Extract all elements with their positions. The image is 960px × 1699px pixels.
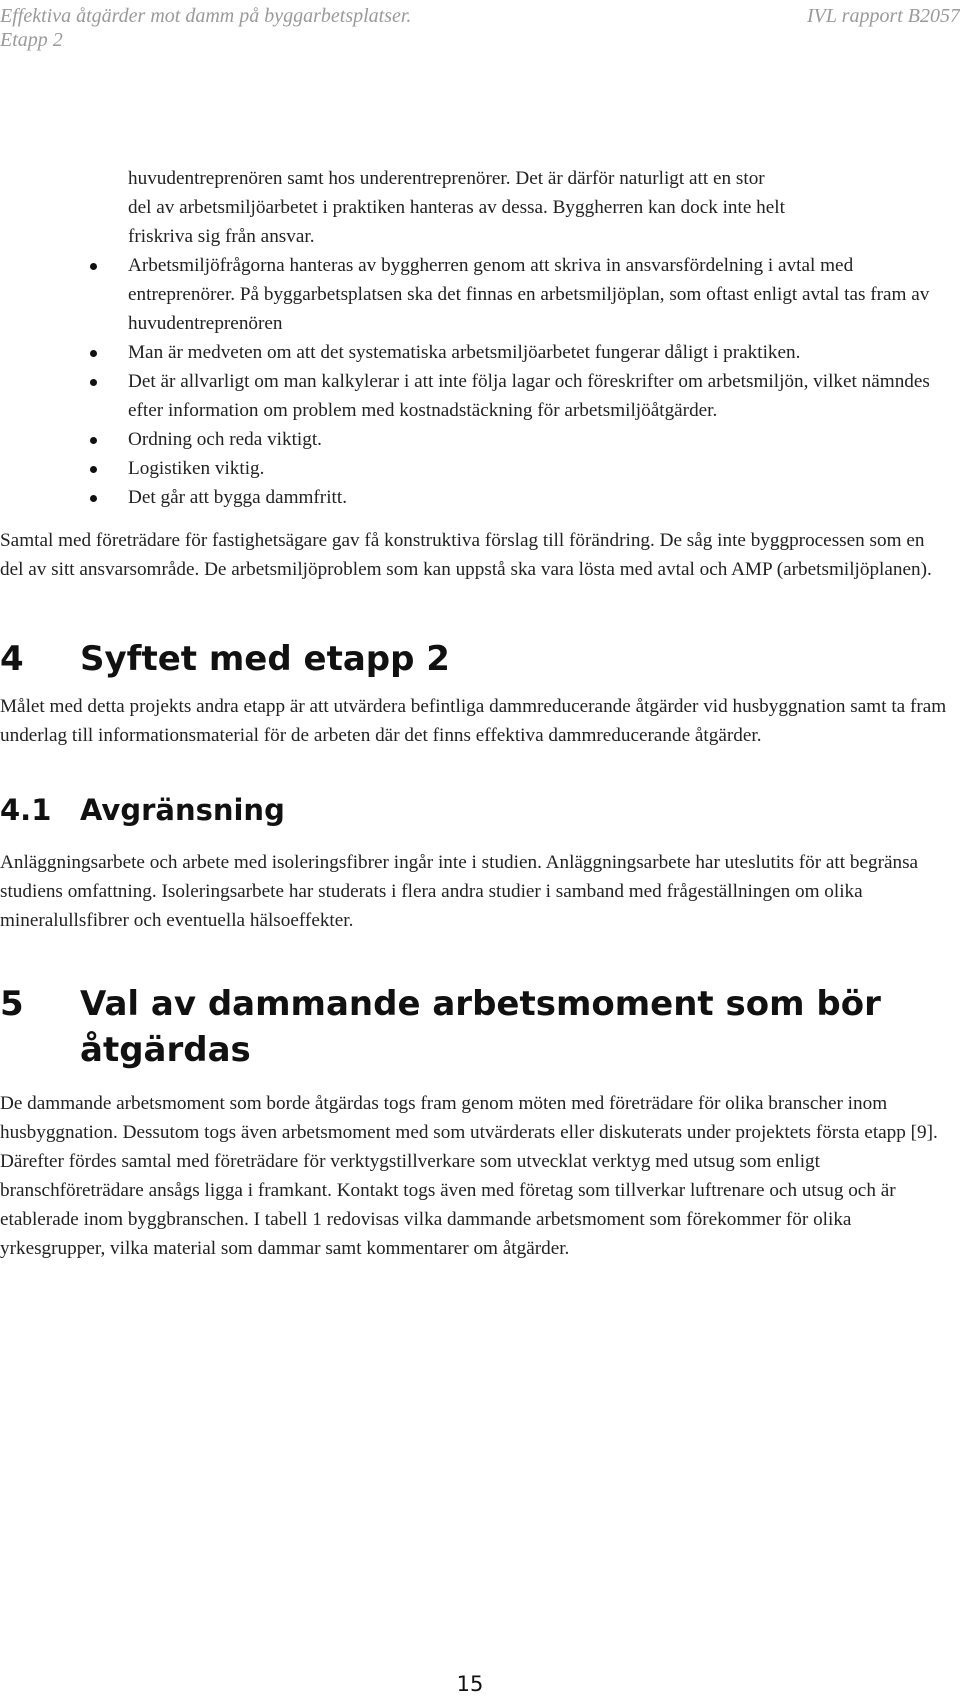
bullet-dot-icon	[90, 379, 97, 386]
page-body	[0, 164, 960, 1263]
bullet-list	[0, 251, 960, 512]
bullet-text: Logistiken viktig.	[128, 458, 265, 479]
page-number: 15	[456, 1672, 484, 1696]
section-4-title: Syftet med etapp 2	[80, 639, 450, 679]
bullet-dot-icon	[90, 263, 97, 270]
continuation-line: friskriva sig från ansvar.	[128, 226, 315, 247]
bullet-item	[128, 483, 948, 512]
bullet-item	[128, 251, 948, 338]
section-4-1-heading	[0, 790, 960, 830]
bullet-text: Det går att bygga dammfritt.	[128, 487, 347, 508]
bullet-dot-icon	[90, 437, 97, 444]
bullet-text: Arbetsmiljöfrågorna hanteras av byggherren genom att skriva in ansvarsfördelning i avtal med entreprenörer. På byggarbetsplatsen ska det finnas en arbetsmiljöplan, som oftast enligt avtal tas fram av huvudentreprenören	[128, 255, 930, 334]
section-5-heading	[0, 981, 960, 1073]
continuation-text	[128, 164, 960, 251]
section-5-title: Val av dammande arbetsmoment som bör åtgärdas	[80, 984, 881, 1070]
bullet-text: Man är medveten om att det systematiska arbetsmiljöarbetet fungerar dåligt i praktiken.	[128, 342, 801, 363]
bullet-item	[128, 425, 948, 454]
bullet-dot-icon	[90, 495, 97, 502]
section-5-number: 5	[0, 984, 24, 1024]
bullet-text: Det är allvarligt om man kalkylerar i att inte följa lagar och föreskrifter om arbetsmiljön, vilket nämndes efter information om problem med kostnadstäckning för arbetsmiljöåtgärder.	[128, 371, 930, 421]
section-5-body: De dammande arbetsmoment som borde åtgärdas togs fram genom möten med företrädare för olika branscher inom husbyggnation. Dessutom togs även arbetsmoment med som utvärderats eller diskuterats under projektets första etapp [9]. Därefter fördes samtal med företrädare för verktygstillverkare som utvecklat verktyg med utsug som enligt branschföreträdare ansågs ligga i framkant. Kontakt togs även med företag som tillverkar luftrenare och utsug och är etablerade inom byggbranschen. I tabell 1 redovisas vilka dammande arbetsmoment som förekommer för olika yrkesgrupper, vilka material som dammar samt kommentarer om åtgärder.	[0, 1093, 938, 1259]
bullet-dot-icon	[90, 466, 97, 473]
continuation-line: huvudentreprenören samt hos underentreprenörer. Det är därför naturligt att en stor	[128, 168, 765, 189]
section-4-heading	[0, 636, 960, 682]
continuation-line: del av arbetsmiljöarbetet i praktiken hanteras av dessa. Byggherren kan dock inte helt	[128, 197, 785, 218]
document-title-line-2: Etapp 2	[0, 29, 63, 51]
page-header	[0, 4, 960, 50]
paragraph-samtal: Samtal med företrädare för fastighetsägare gav få konstruktiva förslag till förändring. De såg inte byggprocessen som en del av sitt ansvarsområde. De arbetsmiljöproblem som kan uppstå ska vara lösta med avtal och AMP (arbetsmiljöplanen).	[0, 530, 932, 580]
bullet-text: Ordning och reda viktigt.	[128, 429, 322, 450]
bullet-dot-icon	[90, 350, 97, 357]
report-number: IVL rapport B2057	[807, 5, 960, 27]
section-4-1-title: Avgränsning	[80, 793, 285, 827]
document-title-line-1: Effektiva åtgärder mot damm på byggarbetsplatser.	[0, 5, 412, 27]
section-4-1-body: Anläggningsarbete och arbete med isoleringsfibrer ingår inte i studien. Anläggningsarbete har uteslutits för att begränsa studiens omfattning. Isoleringsarbete har studerats i flera andra studier i samband med frågeställningen om olika mineralullsfibrer och eventuella hälsoeffekter.	[0, 852, 919, 931]
bullet-item	[128, 367, 948, 425]
document-title	[0, 4, 411, 52]
section-4-number: 4	[0, 639, 24, 679]
section-4-body: Målet med detta projekts andra etapp är att utvärdera befintliga dammreducerande åtgärder vid husbyggnation samt ta fram underlag till informationsmaterial för de arbeten där det finns effektiva dammreducerande åtgärder.	[0, 696, 947, 746]
bullet-item	[128, 338, 948, 367]
bullet-item	[128, 454, 948, 483]
section-4-1-number: 4.1	[0, 793, 52, 827]
